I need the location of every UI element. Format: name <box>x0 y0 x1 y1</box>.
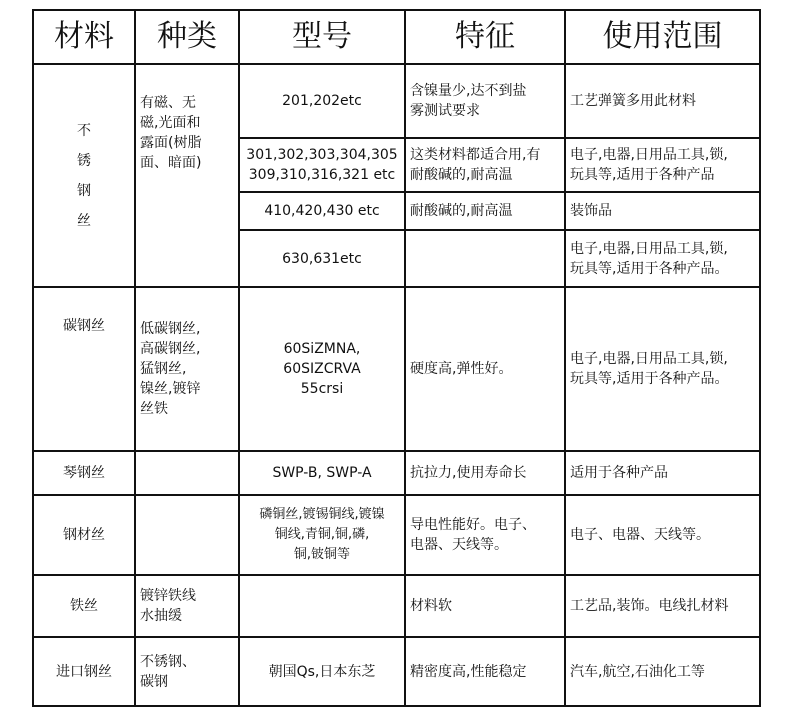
feature-cell: 硬度高,弹性好。 <box>405 287 565 451</box>
material-cell: 进口钢丝 <box>33 637 135 706</box>
table-row <box>33 287 760 451</box>
usage-cell: 工艺品,装饰。电线扎材料 <box>565 575 760 637</box>
material-cell: 不 锈 钢 丝 <box>33 64 135 287</box>
feature-cell: 含镍量少,达不到盐 雾测试要求 <box>405 64 565 138</box>
header-feature: 特征 <box>405 10 565 64</box>
model-cell: 630,631etc <box>239 230 405 287</box>
header-row <box>33 10 760 64</box>
kind-cell: 不锈钢、 碳钢 <box>135 637 239 706</box>
header-kind: 种类 <box>135 10 239 64</box>
header-material: 材料 <box>33 10 135 64</box>
feature-cell <box>405 230 565 287</box>
header-usage: 使用范围 <box>565 10 760 64</box>
table-row <box>33 495 760 575</box>
spec-table <box>32 9 761 707</box>
feature-cell: 这类材料都适合用,有 耐酸碱的,耐高温 <box>405 138 565 192</box>
feature-cell: 耐酸碱的,耐高温 <box>405 192 565 230</box>
material-cell: 碳钢丝 <box>33 287 135 451</box>
material-cell: 钢材丝 <box>33 495 135 575</box>
feature-cell: 抗拉力,使用寿命长 <box>405 451 565 495</box>
model-cell: 201,202etc <box>239 64 405 138</box>
usage-cell: 适用于各种产品 <box>565 451 760 495</box>
kind-cell <box>135 495 239 575</box>
model-cell <box>239 575 405 637</box>
material-cell: 铁丝 <box>33 575 135 637</box>
usage-cell: 装饰品 <box>565 192 760 230</box>
feature-cell: 导电性能好。电子、 电器、天线等。 <box>405 495 565 575</box>
usage-cell: 工艺弹簧多用此材料 <box>565 64 760 138</box>
kind-cell: 低碳钢丝, 高碳钢丝, 猛钢丝, 镍丝,镀锌 丝铁 <box>135 287 239 451</box>
usage-cell: 汽车,航空,石油化工等 <box>565 637 760 706</box>
usage-cell: 电子,电器,日用品工具,锁, 玩具等,适用于各种产品。 <box>565 230 760 287</box>
kind-cell <box>135 451 239 495</box>
usage-cell: 电子,电器,日用品工具,锁, 玩具等,适用于各种产品。 <box>565 287 760 451</box>
material-cell: 琴钢丝 <box>33 451 135 495</box>
table-row <box>33 64 760 138</box>
model-cell: 301,302,303,304,305 309,310,316,321 etc <box>239 138 405 192</box>
model-cell: 410,420,430 etc <box>239 192 405 230</box>
table-row <box>33 637 760 706</box>
usage-cell: 电子,电器,日用品工具,锁, 玩具等,适用于各种产品 <box>565 138 760 192</box>
model-cell: 磷铜丝,镀锡铜线,镀镍 铜线,青铜,铜,磷, 铜,铍铜等 <box>239 495 405 575</box>
kind-cell: 镀锌铁线 水抽缓 <box>135 575 239 637</box>
usage-cell: 电子、电器、天线等。 <box>565 495 760 575</box>
kind-cell: 有磁、无 磁,光面和 露面(树脂 面、暗面) <box>135 64 239 287</box>
model-cell: 朝国Qs,日本东芝 <box>239 637 405 706</box>
feature-cell: 材料软 <box>405 575 565 637</box>
model-cell: SWP-B, SWP-A <box>239 451 405 495</box>
model-cell: 60SiZMNA, 60SIZCRVA 55crsi <box>239 287 405 451</box>
header-model: 型号 <box>239 10 405 64</box>
table-row <box>33 575 760 637</box>
table-row <box>33 451 760 495</box>
feature-cell: 精密度高,性能稳定 <box>405 637 565 706</box>
